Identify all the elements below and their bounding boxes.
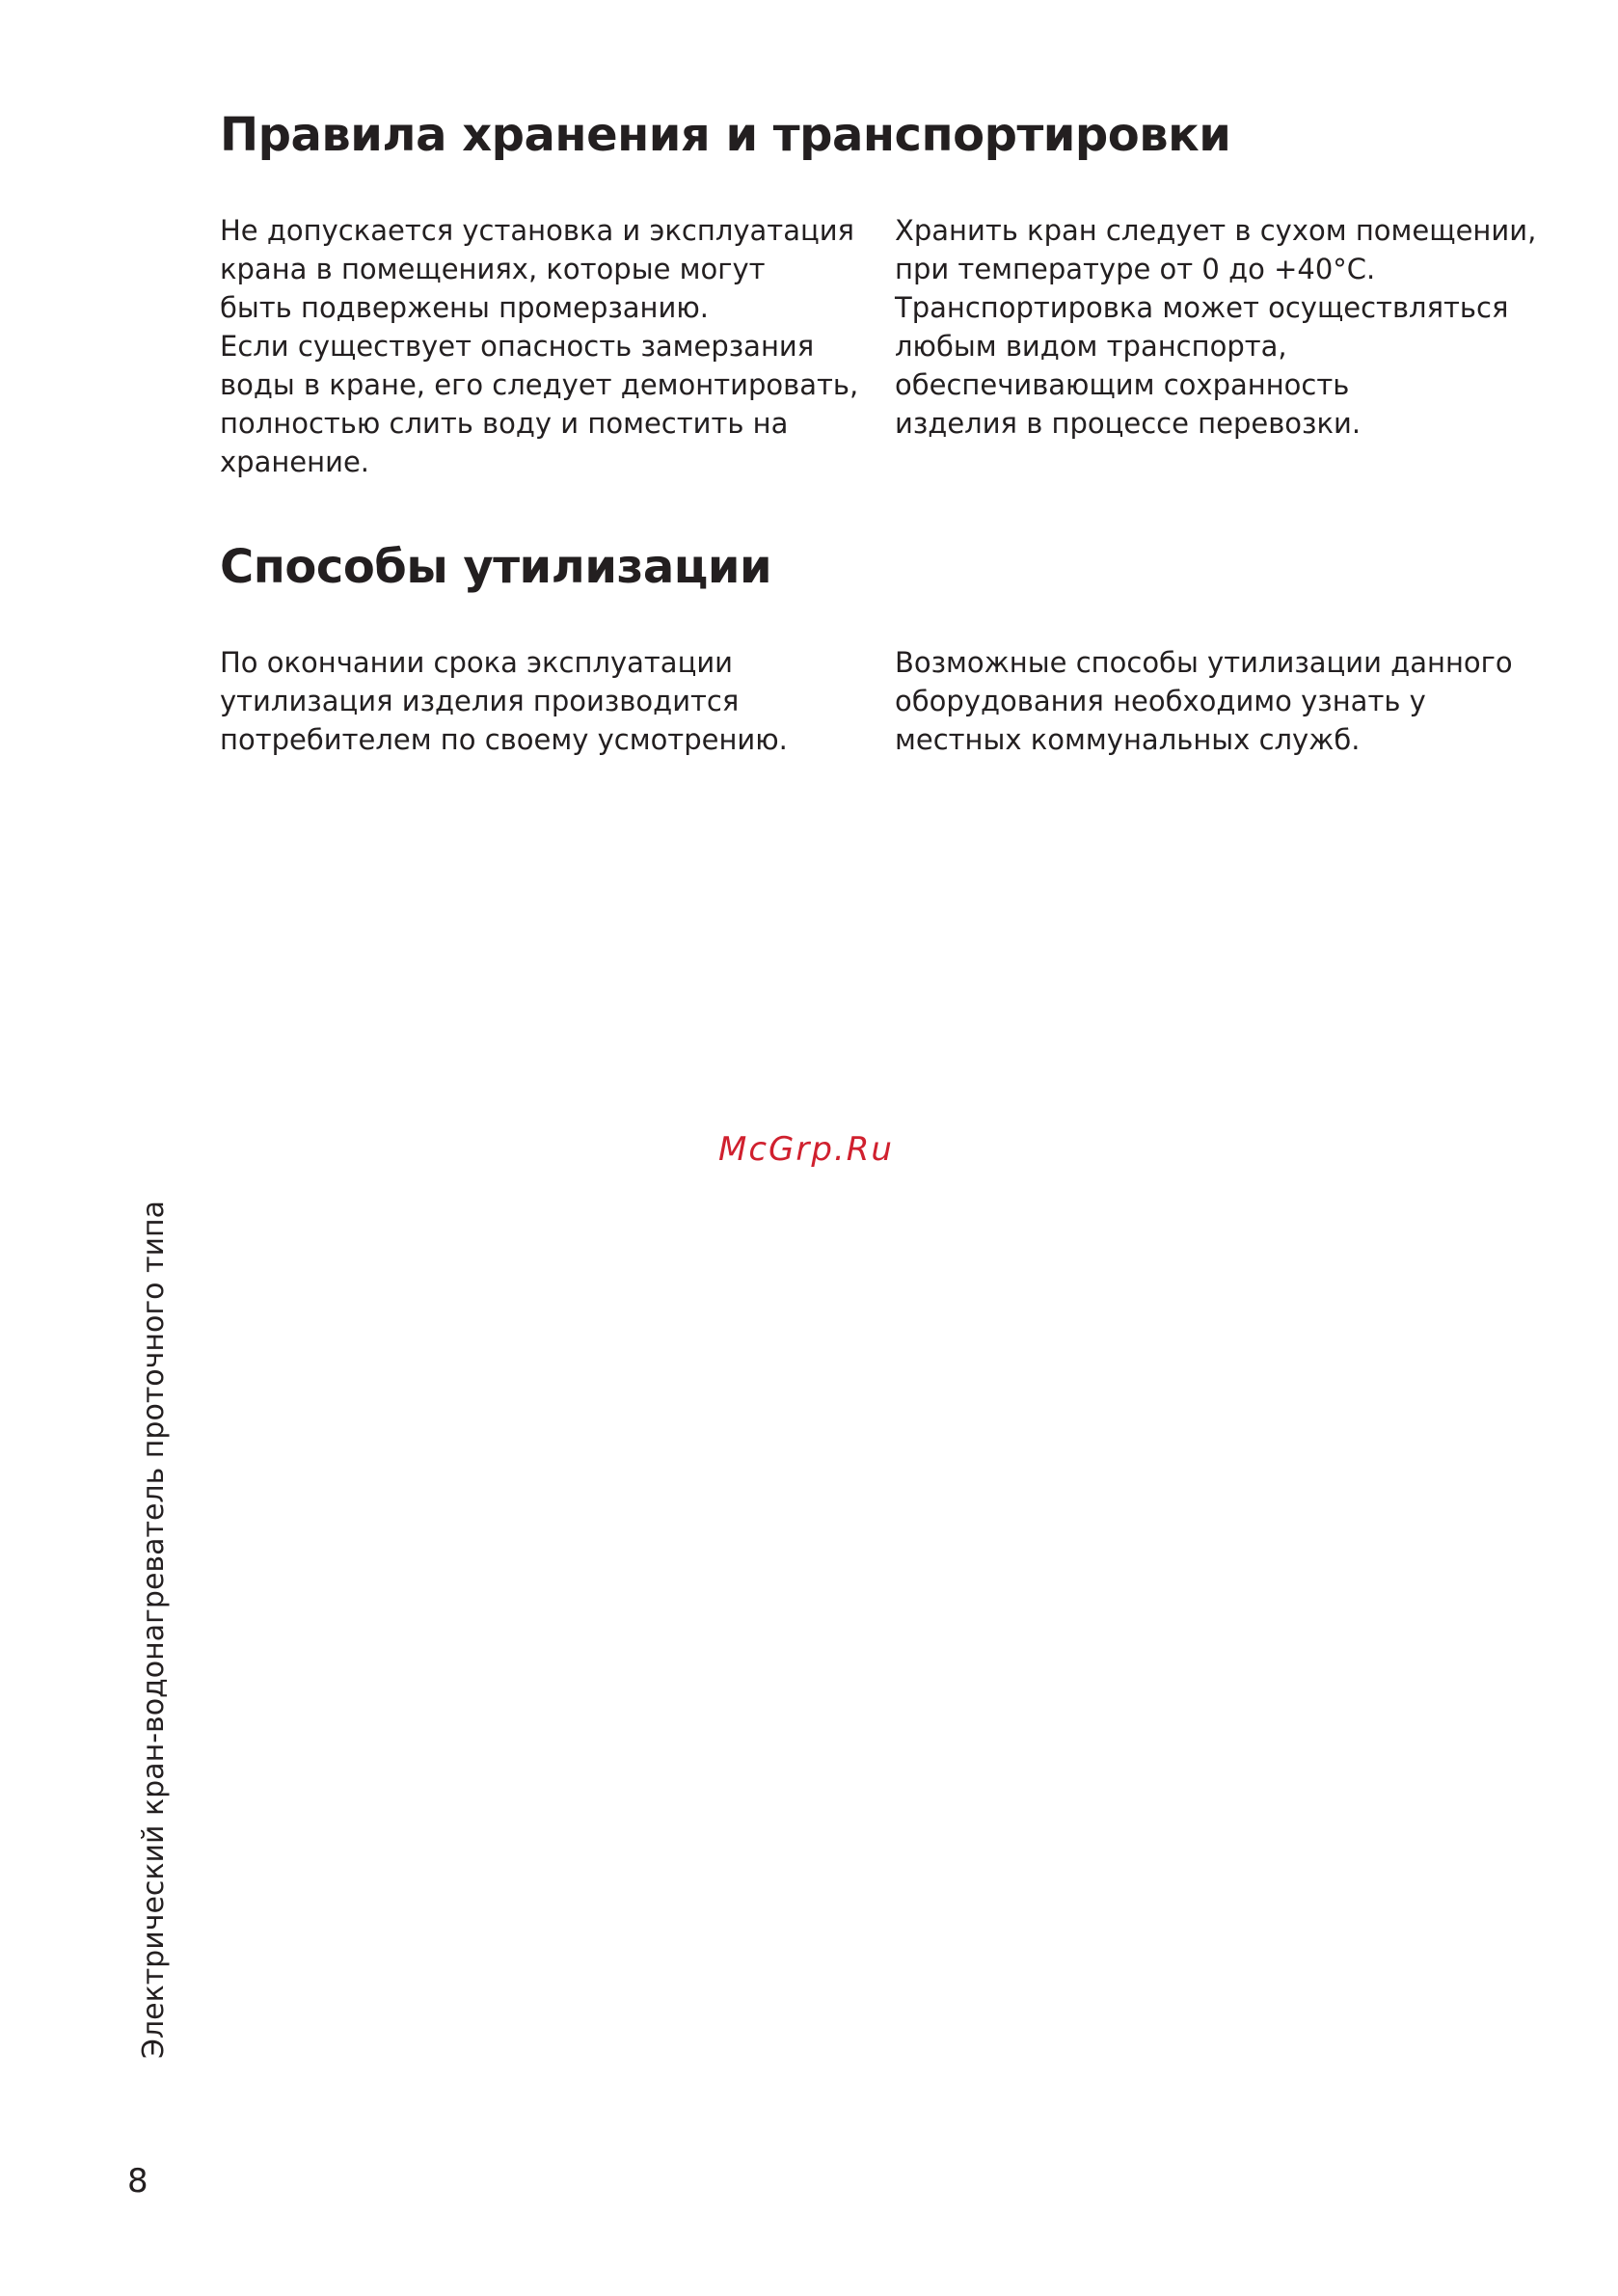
- disposal-left-paragraph: [220, 643, 788, 759]
- text-line: крана в помещениях, которые могут: [220, 253, 766, 285]
- text-line: быть подвержены промерзанию.: [220, 291, 709, 324]
- text-line: обеспечивающим сохранность: [895, 368, 1350, 401]
- text-line: Возможные способы утилизации данного: [895, 646, 1513, 679]
- disposal-right-paragraph: [895, 643, 1513, 759]
- text-line: Транспортировка может осуществляться: [895, 291, 1509, 324]
- text-line: По окончании срока эксплуатации: [220, 646, 734, 679]
- text-line: изделия в процессе перевозки.: [895, 407, 1362, 440]
- text-line: хранение.: [220, 446, 370, 478]
- text-line: воды в кране, его следует демонтировать,: [220, 368, 859, 401]
- text-line: любым видом транспорта,: [895, 330, 1287, 363]
- storage-section-title: Правила хранения и транспортировки: [220, 108, 1231, 162]
- text-line: оборудования необходимо узнать у: [895, 685, 1426, 717]
- text-line: полностью слить воду и поместить на: [220, 407, 789, 440]
- page-number: 8: [127, 2162, 148, 2201]
- text-line: потребителем по своему усмотрению.: [220, 723, 788, 756]
- storage-left-paragraph: [220, 211, 858, 481]
- text-line: Не допускается установка и эксплуатация: [220, 214, 854, 247]
- text-line: утилизация изделия производится: [220, 685, 740, 717]
- text-line: местных коммунальных служб.: [895, 723, 1361, 756]
- storage-right-paragraph: [895, 211, 1536, 443]
- disposal-section-title: Способы утилизации: [220, 540, 772, 594]
- running-side-title: Электрический кран-водонагреватель проточного типа: [137, 1201, 171, 2059]
- text-line: Если существует опасность замерзания: [220, 330, 815, 363]
- text-line: Хранить кран следует в сухом помещении,: [895, 214, 1537, 247]
- text-line: при температуре от 0 до +40°С.: [895, 253, 1376, 285]
- watermark: McGrp.Ru: [718, 1130, 894, 1169]
